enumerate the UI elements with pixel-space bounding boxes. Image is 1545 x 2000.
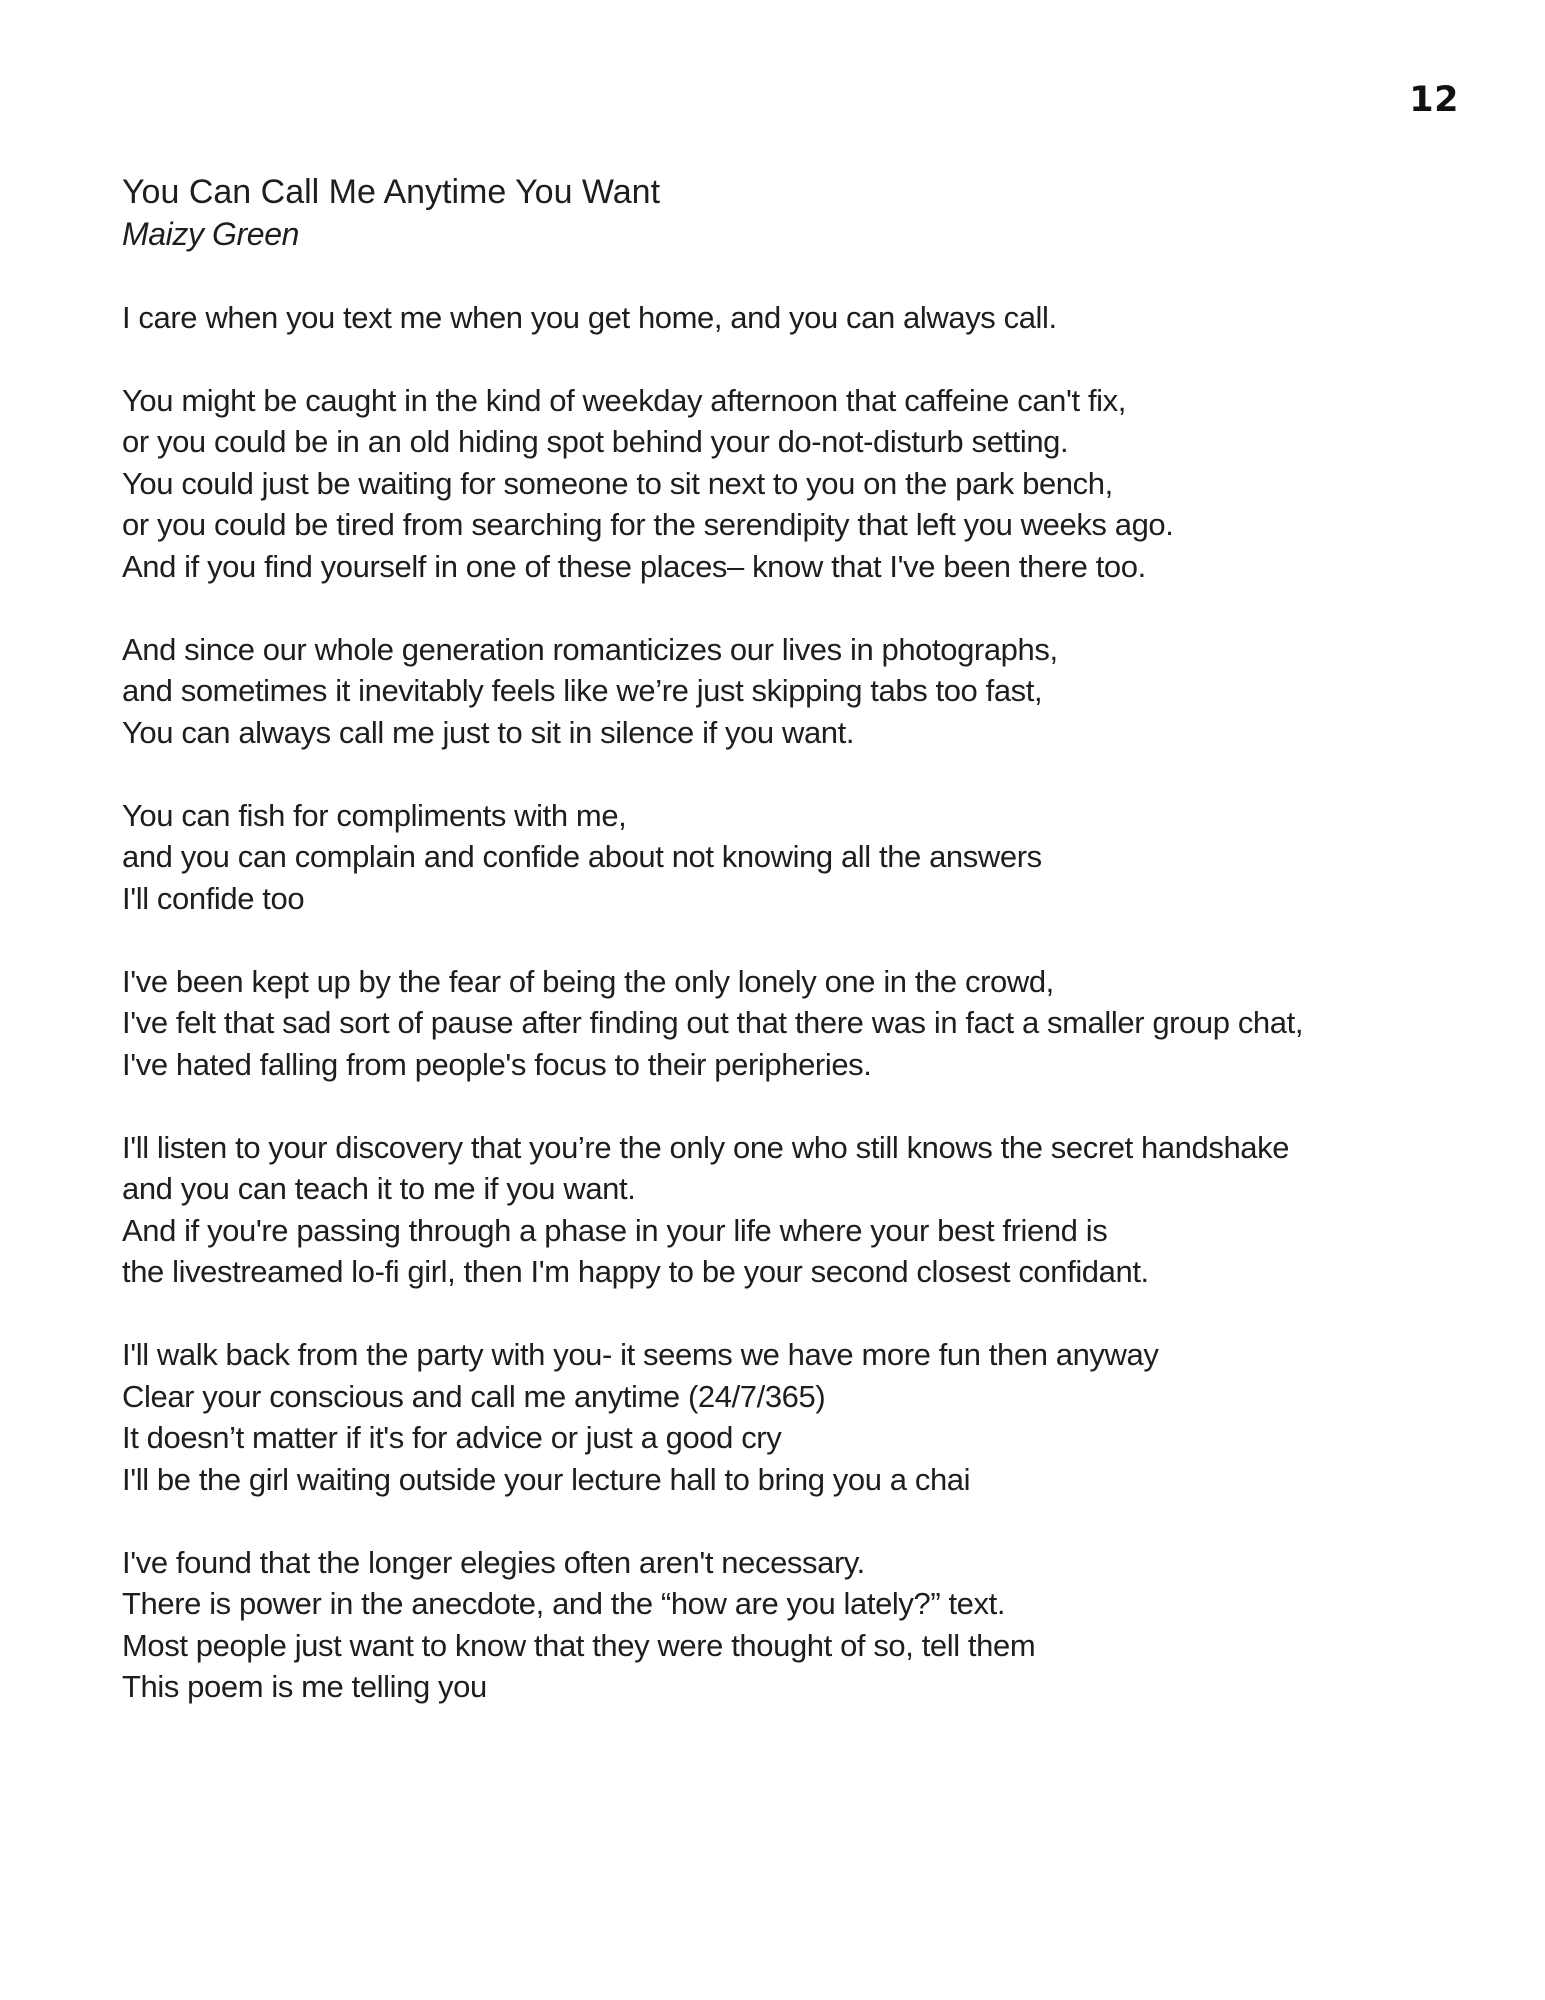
stanza-8: [122, 1542, 1462, 1708]
poem-line: You can always call me just to sit in silence if you want.: [122, 714, 855, 750]
poem-line: I'll confide too: [122, 880, 305, 916]
poem-line: and sometimes it inevitably feels like we’re just skipping tabs too fast,: [122, 673, 1043, 708]
stanza-3: [122, 629, 1462, 754]
poem-author: Maizy Green: [122, 215, 299, 252]
stanza-4: [122, 795, 1462, 920]
poem-line: the livestreamed lo-fi girl, then I'm happy to be your second closest confidant.: [122, 1254, 1149, 1289]
poem-line: and you can complain and confide about not knowing all the answers: [122, 839, 1042, 874]
poem-line: It doesn’t matter if it's for advice or just a good cry: [122, 1420, 782, 1455]
poem-line: I'll walk back from the party with you- it seems we have more fun then anyway: [122, 1337, 1159, 1372]
poem-line: I'll be the girl waiting outside your lecture hall to bring you a chai: [122, 1461, 971, 1497]
poem-line: You might be caught in the kind of weekday afternoon that caffeine can't fix,: [122, 382, 1126, 418]
poem-line: or you could be tired from searching for the serendipity that left you weeks ago.: [122, 507, 1174, 542]
poem-line: I've felt that sad sort of pause after finding out that there was in fact a smaller group chat,: [122, 1005, 1304, 1040]
stanza-7: [122, 1334, 1462, 1500]
poem-line: I've found that the longer elegies often aren't necessary.: [122, 1544, 865, 1580]
stanza-5: [122, 961, 1462, 1086]
poem-line: I'll listen to your discovery that you’re the only one who still knows the secret handshake: [122, 1129, 1290, 1165]
poem-line: You could just be waiting for someone to sit next to you on the park bench,: [122, 465, 1113, 501]
poem: [122, 172, 1462, 1708]
poem-line: I've been kept up by the fear of being the only lonely one in the crowd,: [122, 963, 1054, 999]
stanza-1: [122, 297, 1462, 339]
stanza-6: [122, 1127, 1462, 1293]
poem-line: This poem is me telling you: [122, 1669, 487, 1704]
poem-line: And if you find yourself in one of these places– know that I've been there too.: [122, 548, 1146, 584]
poem-line: I've hated falling from people's focus to their peripheries.: [122, 1046, 872, 1082]
poem-line: Most people just want to know that they were thought of so, tell them: [122, 1627, 1036, 1663]
poem-line: and you can teach it to me if you want.: [122, 1171, 636, 1206]
poem-line: And if you're passing through a phase in your life where your best friend is: [122, 1212, 1108, 1248]
poem-line: There is power in the anecdote, and the “how are you lately?” text.: [122, 1586, 1006, 1621]
poem-line: And since our whole generation romanticizes our lives in photographs,: [122, 631, 1058, 667]
poem-line: or you could be in an old hiding spot behind your do-not-disturb setting.: [122, 424, 1069, 459]
poem-line: You can fish for compliments with me,: [122, 797, 627, 833]
poem-line: I care when you text me when you get home, and you can always call.: [122, 299, 1057, 335]
stanza-2: [122, 380, 1462, 588]
page-number: 12: [1409, 80, 1459, 120]
poem-title: You Can Call Me Anytime You Want: [122, 173, 661, 211]
poem-line: Clear your conscious and call me anytime (24/7/365): [122, 1378, 826, 1414]
